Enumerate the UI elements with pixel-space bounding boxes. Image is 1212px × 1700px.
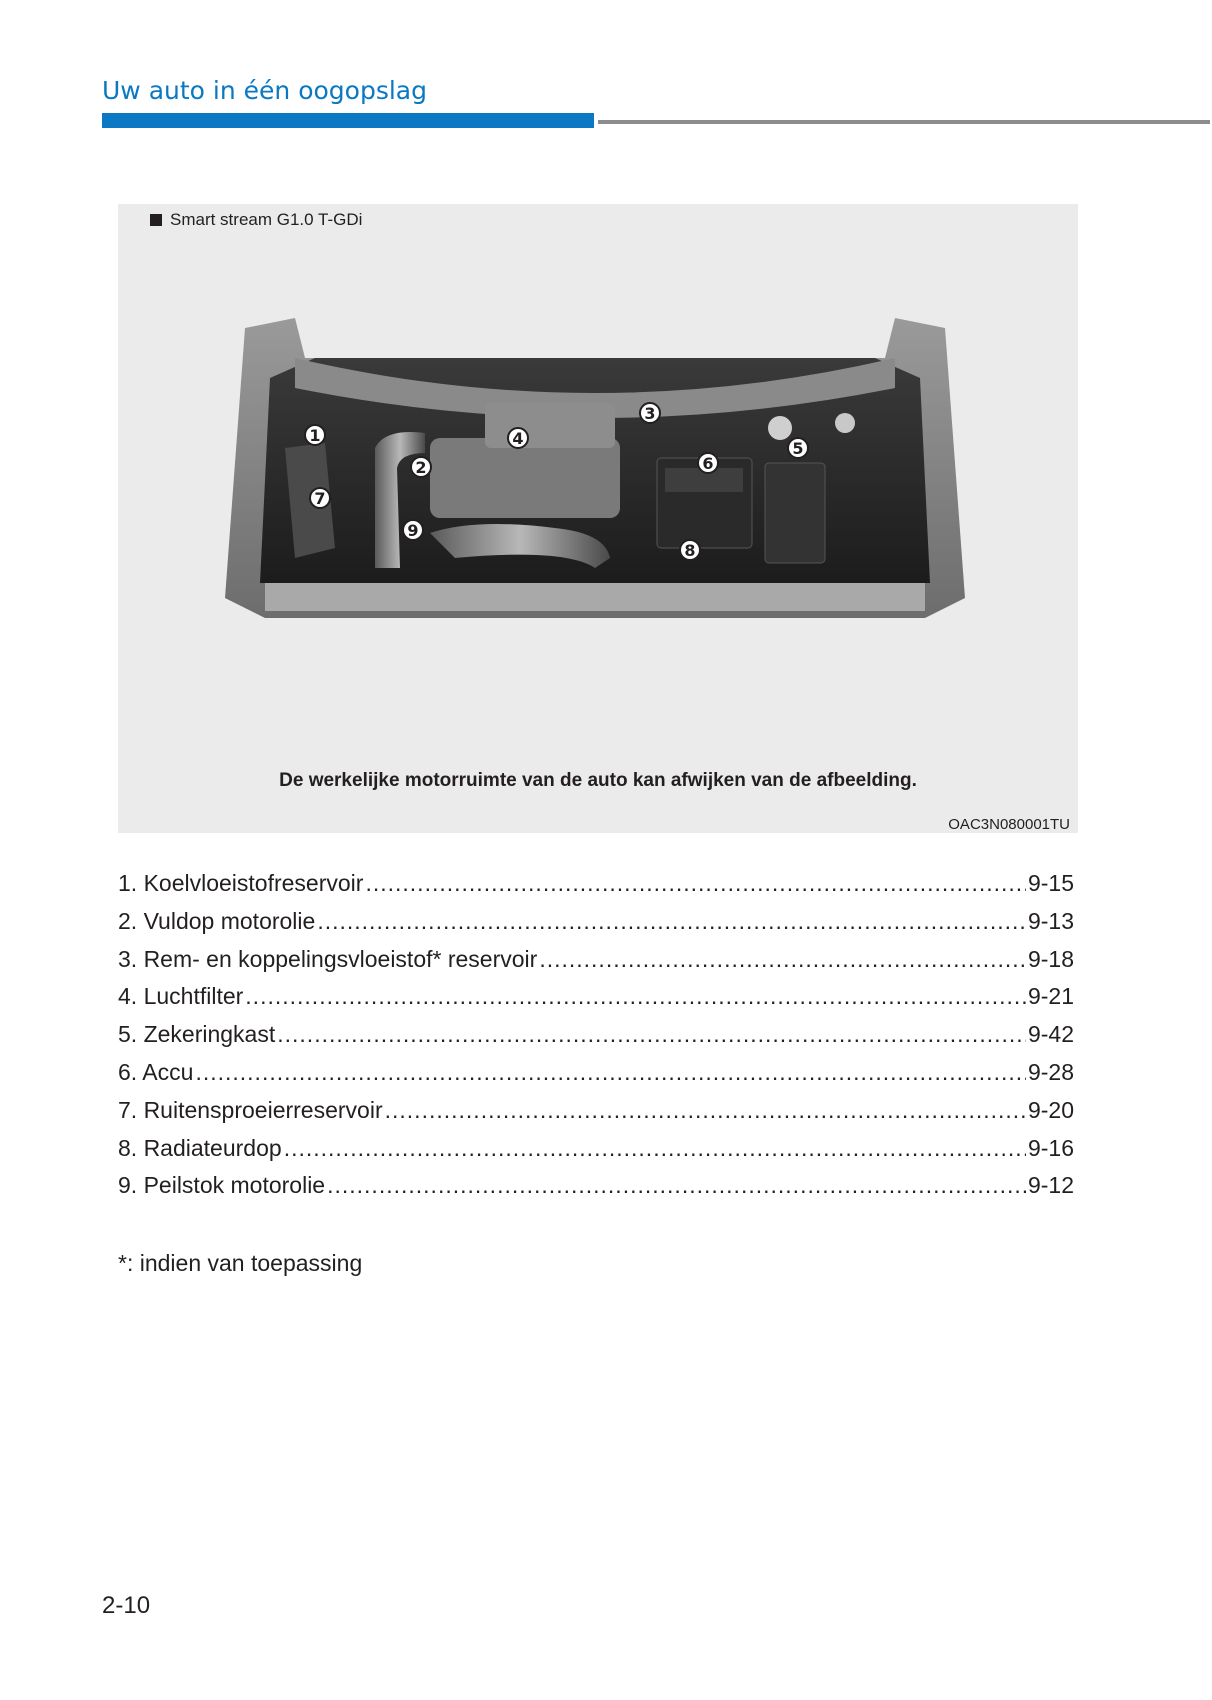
item-label: 2. Vuldop motorolie bbox=[118, 907, 316, 934]
callout-4 bbox=[508, 428, 528, 448]
list-item bbox=[118, 1059, 1074, 1097]
leader-dots bbox=[327, 1172, 1026, 1199]
leader-dots bbox=[284, 1135, 1026, 1162]
item-label: 5. Zekeringkast bbox=[118, 1021, 276, 1048]
list-item bbox=[118, 1021, 1074, 1059]
list-item bbox=[118, 983, 1074, 1021]
svg-text:1: 1 bbox=[309, 426, 321, 445]
list-item bbox=[118, 946, 1074, 984]
callout-3 bbox=[640, 403, 660, 423]
svg-text:6: 6 bbox=[702, 454, 714, 473]
leader-dots bbox=[385, 1097, 1026, 1124]
item-page: 9-15 bbox=[1027, 870, 1074, 896]
item-page: 9-21 bbox=[1027, 983, 1074, 1010]
leader-dots bbox=[539, 946, 1026, 973]
header-rule-accent bbox=[102, 113, 594, 128]
leader-dots bbox=[195, 1059, 1026, 1086]
item-page: 9-16 bbox=[1027, 1134, 1074, 1161]
engine-bay-illustration bbox=[225, 318, 965, 658]
svg-text:2: 2 bbox=[415, 458, 427, 477]
callout-9 bbox=[403, 520, 423, 540]
item-label: 6. Accu bbox=[118, 1058, 194, 1085]
item-label: 1. Koelvloeistofreservoir bbox=[118, 870, 364, 896]
item-label: 4. Luchtfilter bbox=[118, 983, 244, 1010]
engine-label-text: Smart stream G1.0 T-GDi bbox=[170, 210, 363, 229]
list-item bbox=[118, 1097, 1074, 1135]
item-page: 9-13 bbox=[1027, 907, 1074, 934]
callout-6 bbox=[698, 453, 718, 473]
leader-dots bbox=[245, 983, 1026, 1010]
list-item bbox=[118, 870, 1074, 908]
item-page: 9-18 bbox=[1027, 945, 1074, 972]
figure-disclaimer: De werkelijke motorruimte van de auto kan afwijken van de afbeelding. bbox=[279, 770, 917, 791]
svg-text:3: 3 bbox=[644, 404, 656, 423]
header-rule-grey bbox=[598, 120, 1210, 124]
callout-5 bbox=[788, 438, 808, 458]
item-page: 9-28 bbox=[1027, 1058, 1074, 1085]
callout-8 bbox=[680, 540, 700, 560]
item-label: 9. Peilstok motorolie bbox=[118, 1172, 326, 1199]
leader-dots bbox=[365, 870, 1026, 897]
list-item bbox=[118, 1172, 1074, 1210]
svg-text:5: 5 bbox=[792, 439, 804, 458]
svg-text:8: 8 bbox=[684, 541, 696, 560]
svg-text:9: 9 bbox=[407, 521, 419, 540]
svg-text:7: 7 bbox=[314, 489, 326, 508]
leader-dots bbox=[317, 908, 1026, 935]
leader-dots bbox=[277, 1021, 1026, 1048]
list-item bbox=[118, 908, 1074, 946]
section-title: Uw auto in één oogopslag bbox=[102, 76, 427, 105]
component-list bbox=[118, 870, 1074, 1210]
item-page: 9-42 bbox=[1027, 1021, 1074, 1048]
svg-text:4: 4 bbox=[512, 429, 524, 448]
item-page: 9-20 bbox=[1027, 1096, 1074, 1123]
figure-code: OAC3N080001TU bbox=[948, 816, 1070, 833]
engine-label bbox=[150, 210, 362, 230]
footnote: *: indien van toepassing bbox=[118, 1250, 363, 1276]
item-label: 3. Rem- en koppelingsvloeistof* reservoir bbox=[118, 945, 538, 972]
item-page: 9-12 bbox=[1027, 1172, 1074, 1199]
callout-2 bbox=[411, 457, 431, 477]
item-label: 8. Radiateurdop bbox=[118, 1134, 282, 1161]
callout-1 bbox=[305, 425, 325, 445]
item-label: 7. Ruitensproeierreservoir bbox=[118, 1096, 383, 1123]
list-item bbox=[118, 1135, 1074, 1173]
callout-7 bbox=[310, 488, 330, 508]
square-bullet-icon bbox=[150, 214, 162, 226]
page-number: 2-10 bbox=[102, 1592, 151, 1619]
